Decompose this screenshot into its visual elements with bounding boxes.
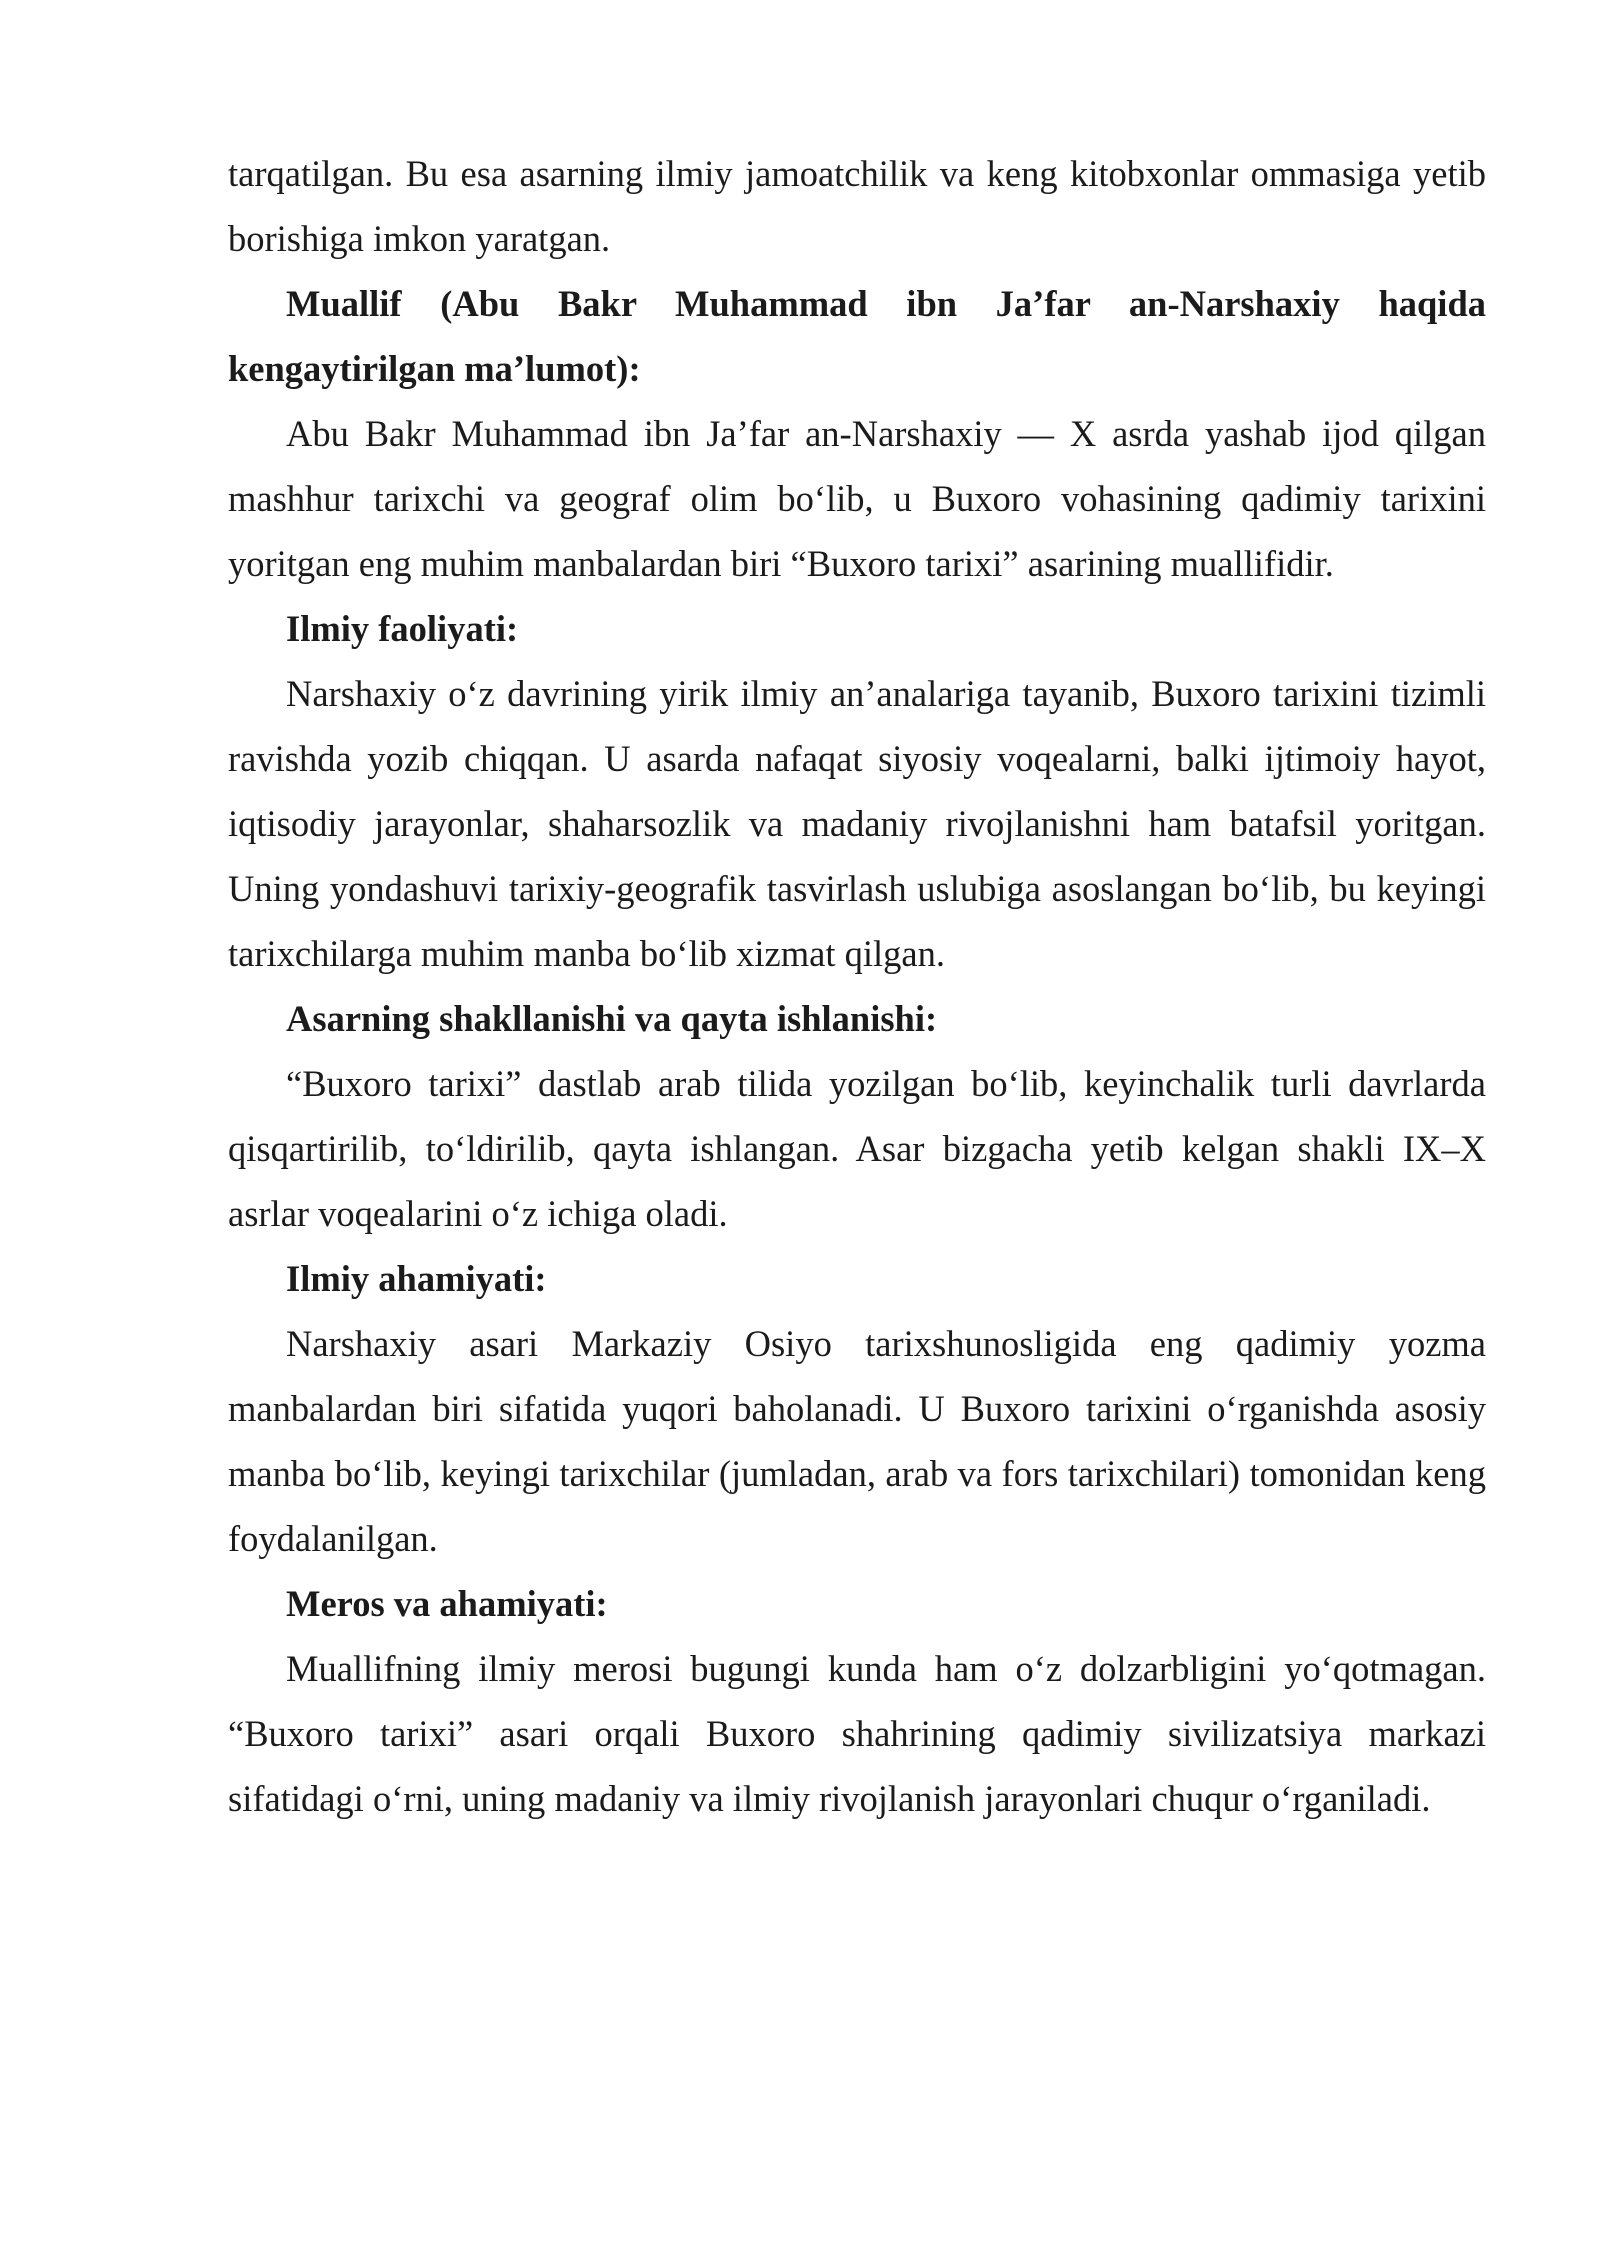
paragraph-scientific-activity: Narshaxiy o‘z davrining yirik ilmiy an’analariga tayanib, Buxoro tarixini tizimli ravishda yozib chiqqan. U asarda nafaqat siyosiy voqealarni, balki ijtimoiy hayot, iqtisodiy jarayonlar, shaharsozlik va madaniy rivojlanishni ham batafsil yoritgan. Uning yondashuvi tarixiy-geografik tasvirlash uslubiga asoslangan bo‘lib, bu keyingi tarixchilarga muhim manba bo‘lib xizmat qilgan. (228, 673, 1486, 974)
paragraph-author-intro: Abu Bakr Muhammad ibn Ja’far an-Narshaxiy — X asrda yashab ijod qilgan mashhur tarixchi va geograf olim bo‘lib, u Buxoro vohasining qadimiy tarixini yoritgan eng muhim manbalardan biri “Buxoro tarixi” asarining muallifidir. (228, 413, 1486, 584)
heading-legacy: Meros va ahamiyati: (286, 1583, 608, 1624)
paragraph-work-formation: “Buxoro tarixi” dastlab arab tilida yozilgan bo‘lib, keyinchalik turli davrlarda qisqartirilib, to‘ldirilib, qayta ishlangan. Asar bizgacha yetib kelgan shakli IX–X asrlar voqealarini o‘z ichiga oladi. (228, 1063, 1486, 1234)
heading-scientific-activity: Ilmiy faoliyati: (286, 608, 519, 649)
paragraph-legacy: Muallifning ilmiy merosi bugungi kunda ham o‘z dolzarbligini yo‘qotmagan. “Buxoro tarixi” asari orqali Buxoro shahrining qadimiy sivilizatsiya markazi sifatidagi o‘rni, uning madaniy va ilmiy rivojlanish jarayonlari chuqur o‘rganiladi. (228, 1648, 1486, 1819)
heading-scientific-significance: Ilmiy ahamiyati: (286, 1258, 547, 1299)
heading-work-formation: Asarning shakllanishi va qayta ishlanishi: (286, 998, 938, 1039)
document-page (228, 141, 1486, 1831)
paragraph-scientific-significance: Narshaxiy asari Markaziy Osiyo tarixshunosligida eng qadimiy yozma manbalardan biri sifatida yuqori baholanadi. U Buxoro tarixini o‘rganishda asosiy manba bo‘lib, keyingi tarixchilar (jumladan, arab va fors tarixchilari) tomonidan keng foydalanilgan. (228, 1323, 1486, 1559)
paragraph-continuation: tarqatilgan. Bu esa asarning ilmiy jamoatchilik va keng kitobxonlar ommasiga yetib borishiga imkon yaratgan. (228, 153, 1486, 259)
heading-author-info: Muallif (Abu Bakr Muhammad ibn Ja’far an-Narshaxiy haqida kengaytirilgan ma’lumot): (228, 283, 1486, 389)
